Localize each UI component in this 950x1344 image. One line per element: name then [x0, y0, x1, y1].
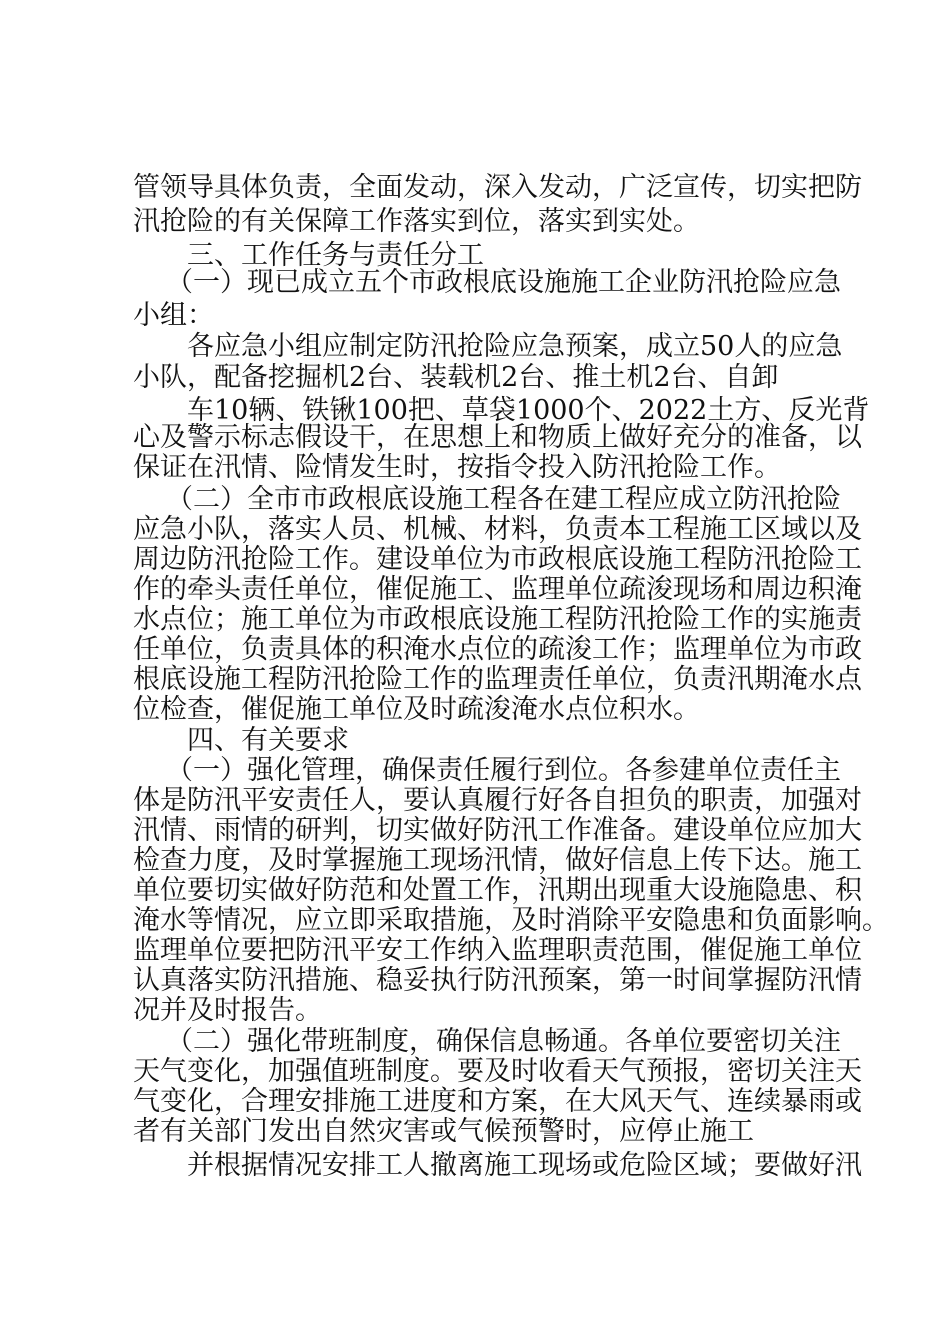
text-line: 汛情、雨情的研判，切实做好防汛工作准备。建设单位应加大 [133, 815, 862, 846]
text-line: 车10辆、铁锹100把、草袋1000个、2022土方、反光背 [187, 395, 870, 426]
text-line: 监理单位要把防汛平安工作纳入监理职责范围，催促施工单位 [133, 935, 862, 966]
text-line: 淹水等情况，应立即采取措施，及时消除平安隐患和负面影响。 [133, 905, 889, 936]
section-heading: 四、有关要求 [187, 725, 349, 756]
text-line: 并根据情况安排工人撤离施工现场或危险区域；要做好汛 [187, 1150, 862, 1181]
text-line: 应急小队，落实人员、机械、材料，负责本工程施工区域以及 [133, 514, 862, 545]
text-line: 天气变化，加强值班制度。要及时收看天气预报，密切关注天 [133, 1056, 862, 1087]
text-line: 认真落实防汛措施、稳妥执行防汛预案，第一时间掌握防汛情 [133, 965, 862, 996]
text-line: 心及警示标志假设干，在思想上和物质上做好充分的准备，以 [133, 422, 862, 453]
section-heading: 三、工作任务与责任分工 [187, 240, 484, 271]
text-line: 况并及时报告。 [133, 995, 322, 1026]
text-line: （一）强化管理，确保责任履行到位。各参建单位责任主 [166, 755, 841, 786]
text-line: 作的牵头责任单位，催促施工、监理单位疏浚现场和周边积淹 [133, 574, 862, 605]
text-line: 单位要切实做好防范和处置工作，汛期出现重大设施隐患、积 [133, 875, 862, 906]
text-line: 汛抢险的有关保障工作落实到位，落实到实处。 [133, 206, 700, 237]
text-line: 根底设施工程防汛抢险工作的监理责任单位，负责汛期淹水点 [133, 664, 862, 695]
text-line: 检查力度，及时掌握施工现场汛情，做好信息上传下达。施工 [133, 845, 862, 876]
text-line: 水点位；施工单位为市政根底设施工程防汛抢险工作的实施责 [133, 604, 862, 635]
text-line: 小队，配备挖掘机2台、装载机2台、推土机2台、自卸 [133, 362, 779, 393]
text-line: 位检查，催促施工单位及时疏浚淹水点位积水。 [133, 694, 700, 725]
text-line: 管领导具体负责，全面发动，深入发动，广泛宣传，切实把防 [133, 172, 862, 203]
text-line: 保证在汛情、险情发生时，按指令投入防汛抢险工作。 [133, 452, 781, 483]
text-line: 体是防汛平安责任人，要认真履行好各自担负的职责，加强对 [133, 785, 862, 816]
text-line: （二）强化带班制度，确保信息畅通。各单位要密切关注 [166, 1026, 841, 1057]
text-line: 各应急小组应制定防汛抢险应急预案，成立50人的应急 [187, 331, 843, 362]
text-line: 任单位，负责具体的积淹水点位的疏浚工作；监理单位为市政 [133, 634, 862, 665]
text-line: 周边防汛抢险工作。建设单位为市政根底设施工程防汛抢险工 [133, 544, 862, 575]
text-line: 气变化，合理安排施工进度和方案，在大风天气、连续暴雨或 [133, 1086, 862, 1117]
text-line: 小组： [133, 300, 214, 331]
text-line: 者有关部门发出自然灾害或气候预警时，应停止施工 [133, 1116, 754, 1147]
text-line: （一）现已成立五个市政根底设施施工企业防汛抢险应急 [166, 267, 841, 298]
text-line: （二）全市市政根底设施工程各在建工程应成立防汛抢险 [166, 484, 841, 515]
